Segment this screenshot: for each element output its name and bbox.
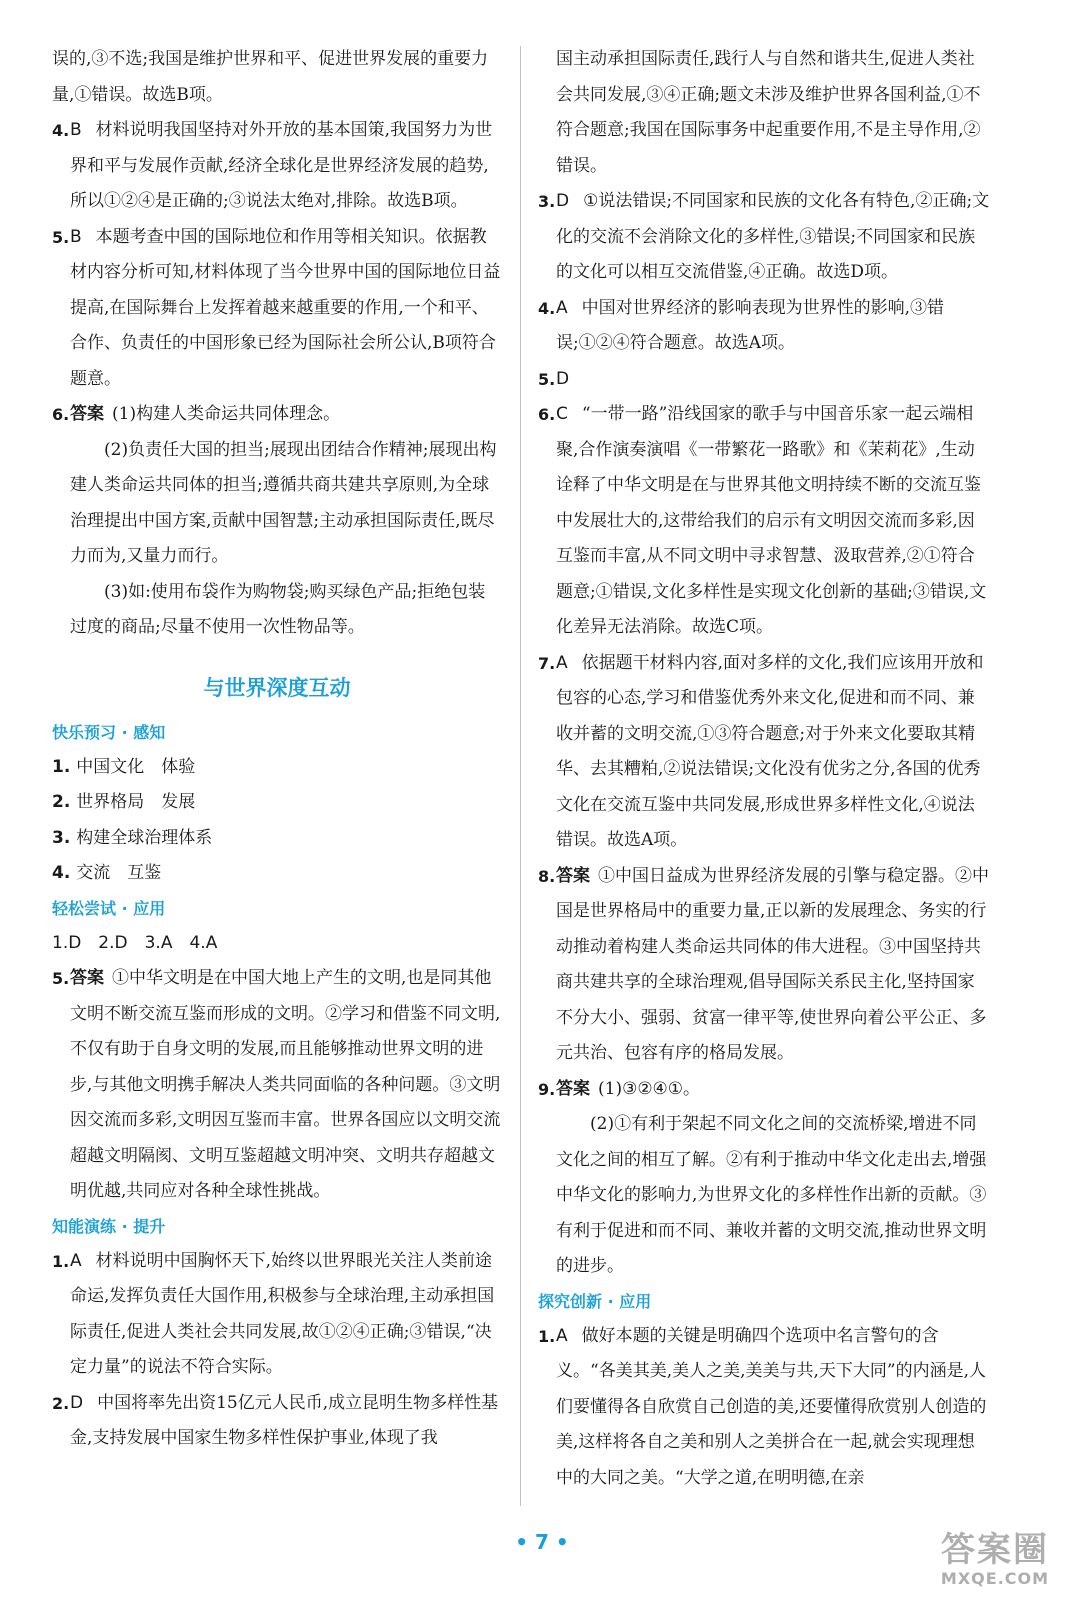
question-4: 4. B 材料说明我国坚持对外开放的基本国策,我国努力为世界和平与发展作贡献,经济全球化是世界经济发展的趋势,所以①②④是正确的;③说法太绝对,排除。故选B项。 [52,120,493,211]
subsection-practice: 知能演练 · 提升 [52,1216,166,1236]
answer-letter: D [556,191,570,211]
answer-key-label: 答案 [556,865,590,886]
practice-question-4: 4. A 中国对世界经济的影响表现为世界性的影响,③错误;①②④符合题意。故选A项。 [538,297,945,353]
answer-letter: B [70,120,82,140]
explanation: 本题考查中国的国际地位和作用等相关知识。依据教材内容分析可知,材料体现了当今世界中国的国际地位日益提高,在国际舞台上发挥着越来越重要的作用,一个和平、合作、负责任的中国形象已经为国际社会所公认,B项符合题意。 [70,226,501,389]
answer-letter: D [556,368,570,389]
watermark-logo: 答案圈 MXQE.COM [940,1530,1050,1588]
answer-letter: A [556,652,568,673]
preview-item: 1. 中国文化 体验 [52,756,196,777]
answer-letter: D [70,1392,84,1413]
preview-item: 4. 交流 互鉴 [52,863,162,883]
practice-question-2: 2. D 中国将率先出资15亿元人民币,成立昆明生物多样性基金,支持发展中国家生物多样性保护事业,体现了我 [52,1392,499,1448]
practice-question-5: 5. D [538,368,570,389]
section-title: 与世界深度互动 [203,675,351,700]
answer-part-3: (3)如:使用布袋作为购物袋;购买绿色产品;拒绝包装过度的商品;尽量不使用一次性物品等。 [70,581,486,637]
subsection-explore: 探究创新 · 应用 [538,1291,652,1311]
preview-item: 3. 构建全球治理体系 [52,827,213,848]
answer-key-label: 答案 [70,968,104,988]
subsection-preview: 快乐预习 · 感知 [52,722,166,742]
answer-letter: A [556,297,568,318]
practice-question-9: 9. 答案 (1)③②④①。 (2)①有利于架起不同文化之间的交流桥梁,增进不同文化之间的相互了解。②有利于推动中华文化走出去,增强中华文化的影响力,为世界文化的多样性作出新的贡献。③有利于促进和而不同、兼收并蓄的文明交流,推动世界文明的进步。 [538,1072,990,1285]
question-6: 6. 答案 (1)构建人类命运共同体理念。 (2)负责任大国的担当;展现出团结合作精神;展现出构建人类命运共同体的担当;遵循共商共建共享原则,为全球治理提出中国方案,贡献中国智慧;主动承担国际责任,既尽力而为,又量力而行。 (3)如:使用布袋作为购物袋;购买绿色产品;拒绝包装过度的商品;尽量不使用一次性物品等。 [52,397,502,646]
practice-question-1: 1. A 材料说明中国胸怀天下,始终以世界眼光关注人类前途命运,发挥负责任大国作用,积极参与全球治理,主动承担国际责任,促进人类社会共同发展,故①②④正确;③错误,“决定力量”的说法不符合实际。 [52,1250,495,1377]
practice-question-6: 6. C “一带一路”沿线国家的歌手与中国音乐家一起云端相聚,合作演奏演唱《一带繁花一路歌》和《茉莉花》,生动诠释了中华文明是在与世界其他文明持续不断的交流互鉴中发展壮大的,这带给我们的启示有文明因交流而多彩,因互鉴而丰富,从不同文明中寻求智慧、汲取营养,②①符合题意;①错误,文化多样性是实现文化创新的基础;③错误,文化差异无法消除。故选C项。 [538,404,987,637]
answer-letter: A [70,1250,82,1271]
answer-key-label: 答案 [556,1078,590,1099]
subsection-try: 轻松尝试 · 应用 [52,898,166,918]
explore-question-1: 1. A 做好本题的关键是明确四个选项中名言警句的含义。“各美其美,美人之美,美美与共,天下大同”的内涵是,人们要懂得各自欣赏自己创造的美,还要懂得欣赏别人创造的美,这样将各自之美和别人之美拼合在一起,就会实现理想中的大同之美。“大学之道,在明明德,在亲 [538,1325,987,1488]
q3-continuation: 误的,③不选;我国是维护世界和平、促进世界发展的重要力量,①错误。故选B项。 [52,49,489,105]
try-question-5: 5. 答案 ①中华文明是在中国大地上产生的文明,也是同其他文明不断交流互鉴而形成的文明。②学习和借鉴不同文明,不仅有助于自身文明的发展,而且能够推动世界文明的进步,与其他文明携手解决人类共同面临的各种问题。③文明因交流而多彩,文明因互鉴而丰富。世界各国应以文明交流超越文明隔阂、文明互鉴超越文明冲突、文明共存超越文明优越,共同应对各种全球性挑战。 [52,968,501,1201]
left-column [52,42,502,1457]
try-answers-line: 1.D 2.D 3.A 4.A [52,932,218,953]
practice-question-8: 8. 答案 ①中国日益成为世界经济发展的引擎与稳定器。②中国是世界格局中的重要力量,正以新的发展理念、务实的行动推动着构建人类命运共同体的伟大进程。③中国坚持共商共建共享的全球治理观,倡导国际关系民主化,坚持国家不分大小、强弱、贫富一律平等,使世界向着公平公正、多元共治、包容有序的格局发展。 [538,865,989,1063]
answer-letter: B [70,226,82,247]
answer-part-2: (2)①有利于架起不同文化之间的交流桥梁,增进不同文化之间的相互了解。②有利于推动中华文化走出去,增强中华文化的影响力,为世界文化的多样性作出新的贡献。③有利于促进和而不同、兼收并蓄的文明交流,推动世界文明的进步。 [556,1114,987,1276]
practice-question-7: 7. A 依据题干材料内容,面对多样的文化,我们应该用开放和包容的心态,学习和借鉴优秀外来文化,促进和而不同、兼收并蓄的文明交流,①③符合题意;对于外来文化要取其精华、去其糟粕,②说法错误;文化没有优劣之分,各国的优秀文化在交流互鉴中共同发展,形成世界多样性文化,④说法错误。故选A项。 [538,652,984,850]
question-5: 5. B 本题考查中国的国际地位和作用等相关知识。依据教材内容分析可知,材料体现了当今世界中国的国际地位日益提高,在国际舞台上发挥着越来越重要的作用,一个和平、合作、负责任的中国形象已经为国际社会所公认,B项符合题意。 [52,226,501,389]
preview-item: 2. 世界格局 发展 [52,792,196,812]
answer-letter: C [556,404,568,424]
column-divider [520,46,521,1506]
answer-key-label: 答案 [70,404,104,424]
explanation: 材料说明我国坚持对外开放的基本国策,我国努力为世界和平与发展作贡献,经济全球化是世界经济发展的趋势,所以①②④是正确的;③说法太绝对,排除。故选B项。 [70,120,493,211]
answer-part-2: (2)负责任大国的担当;展现出团结合作精神;展现出构建人类命运共同体的担当;遵循共商共建共享原则,为全球治理提出中国方案,贡献中国智慧;主动承担国际责任,既尽力而为,又量力而行。 [70,439,497,566]
q2-continuation: 国主动承担国际责任,践行人与自然和谐共生,促进人类社会共同发展,③④正确;题文未涉及维护世界各国利益,①不符合题意;我国在国际事务中起重要作用,不是主导作用,②错误。 [556,49,981,176]
answer-letter: A [556,1325,568,1346]
practice-question-3: 3. D ①说法错误;不同国家和民族的文化各有特色,②正确;文化的交流不会消除文化的多样性,③错误;不同国家和民族的文化可以相互交流借鉴,④正确。故选D项。 [538,191,990,282]
page-number: • 7 • [515,1530,569,1554]
right-column [538,42,990,1496]
